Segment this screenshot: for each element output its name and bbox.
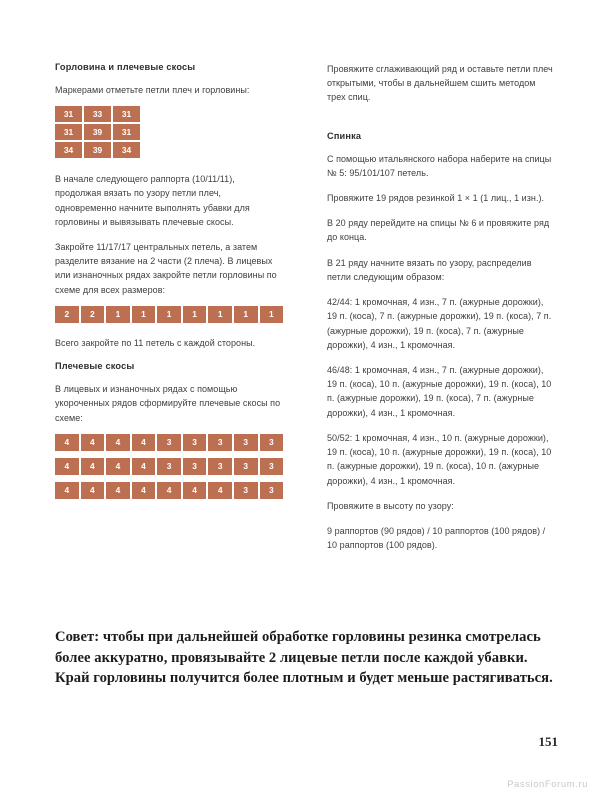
schema-cell: 39: [84, 142, 111, 158]
schema-cell: 1: [106, 306, 130, 323]
schema-cell: 3: [183, 458, 207, 475]
schema-row: [55, 482, 283, 499]
schema-cell: 3: [260, 458, 284, 475]
marker-schema-grid: [55, 106, 283, 158]
schema-cell: 1: [183, 306, 207, 323]
paragraph-repeat-start: В начале следующего раппорта (10/11/11), продолжая вязать по узору петли плеч, одновременно начните выполнять убавки для горловины и вывязывать плечевые скосы.: [55, 174, 250, 227]
schema-cell: 4: [81, 482, 105, 499]
paragraph-markers: Маркерами отметьте петли плеч и горловины:: [55, 84, 250, 95]
schema-cell: 4: [81, 458, 105, 475]
schema-cell: 4: [132, 458, 156, 475]
schema-cell: 4: [106, 482, 130, 499]
schema-cell: 3: [260, 434, 284, 451]
schema-row: [55, 142, 283, 158]
schema-cell: 3: [260, 482, 284, 499]
heading-back-piece: Спинка: [327, 130, 362, 141]
paragraph-ribbing-rows: Провяжите 19 рядов резинкой 1 × 1 (1 лиц., 1 изн.).: [327, 193, 545, 204]
paragraph-total-bind-off: Всего закройте по 11 петель с каждой стороны.: [55, 337, 256, 348]
paragraph-row-20: В 20 ряду перейдите на спицы № 6 и провяжите ряд до конца.: [327, 218, 550, 243]
schema-cell: 31: [55, 106, 82, 122]
heading-neckline-shoulder-slopes: Горловина и плечевые скосы: [55, 62, 196, 72]
schema-cell: 3: [157, 434, 181, 451]
schema-cell: 1: [260, 306, 284, 323]
schema-cell: 4: [132, 434, 156, 451]
schema-cell: 4: [55, 458, 79, 475]
schema-cell: 3: [157, 458, 181, 475]
schema-cell: 39: [84, 124, 111, 140]
paragraph-size-50-52: 50/52: 1 кромочная, 4 изн., 10 п. (ажурные дорожки), 19 п. (коса), 10 п. (ажурные дорожки), 19 п. (коса), 10 п. (ажурные дорожки), 19 п. (коса), 10 п. (ажурные дорожки), 4 изн., 1 кромочная.: [327, 432, 552, 486]
paragraph-bind-off-center: Закройте 11/17/17 центральных петель, а затем разделите вязание на 2 части (2 плеча). В лицевых или изнаночных рядах закройте петли горловины по схеме для всех размеров:: [55, 242, 277, 295]
schema-cell: 31: [113, 124, 140, 140]
schema-cell: 4: [106, 458, 130, 475]
page-number: 151: [538, 734, 558, 749]
paragraph-repeat-counts: 9 раппортов (90 рядов) / 10 раппортов (100 рядов) / 10 раппортов (100 рядов).: [327, 525, 546, 551]
schema-cell: 4: [81, 434, 105, 451]
paragraph-smoothing-row: Провяжите сглаживающий ряд и оставьте петли плеч открытыми, чтобы в дальнейшем сшить методом трех спиц.: [327, 64, 553, 103]
schema-cell: 3: [208, 434, 232, 451]
schema-row: [55, 106, 283, 122]
schema-cell: 1: [132, 306, 156, 323]
schema-cell: 3: [234, 482, 258, 499]
schema-cell: 34: [55, 142, 82, 158]
schema-cell: 4: [55, 434, 79, 451]
schema-cell: 4: [106, 434, 130, 451]
schema-cell: 2: [81, 306, 105, 323]
heading-shoulder-slopes: Плечевые скосы: [55, 361, 135, 372]
schema-cell: 3: [234, 434, 258, 451]
schema-cell: 3: [208, 458, 232, 475]
schema-cell: 4: [132, 482, 156, 499]
schema-cell: 1: [157, 306, 181, 323]
schema-cell: 4: [55, 482, 79, 499]
schema-cell: 3: [234, 458, 258, 475]
schema-cell: 3: [183, 434, 207, 451]
paragraph-short-rows: В лицевых и изнаночных рядах с помощью укороченных рядов сформируйте плечевые скосы по схеме:: [55, 384, 281, 423]
tip-callout: Совет: чтобы при дальнейшей обработке горловины резинка смотрелась более аккуратно, провязывайте 2 лицевые петли после каждой убавки. Край горловины получится более плотным и будет меньше растягиваться.: [55, 629, 553, 687]
schema-row: [55, 124, 283, 140]
neckline-schema-grid: [55, 306, 283, 323]
left-column: [55, 62, 283, 552]
schema-cell: 1: [208, 306, 232, 323]
schema-cell: 31: [55, 124, 82, 140]
paragraph-row-21: В 21 ряду начните вязать по узору, распределив петли следующим образом:: [327, 257, 532, 282]
schema-row: [55, 306, 283, 323]
schema-cell: 33: [84, 106, 111, 122]
schema-cell: 2: [55, 306, 79, 323]
shoulder-schema-grid: [55, 434, 283, 499]
paragraph-size-42-44: 42/44: 1 кромочная, 4 изн., 7 п. (ажурные дорожки), 19 п. (коса), 7 п. (ажурные дорожки), 19 п. (коса), 7 п. (ажурные дорожки), 19 п. (коса), 7 п. (ажурные дорожки), 4 изн., 1 кромочная.: [327, 297, 552, 350]
schema-cell: 4: [157, 482, 181, 499]
schema-row: [55, 434, 283, 451]
paragraph-size-46-48: 46/48: 1 кромочная, 4 изн., 7 п. (ажурные дорожки), 19 п. (коса), 10 п. (ажурные дорожки), 19 п. (коса), 10 п. (ажурные дорожки), 19 п. (коса), 7 п. (ажурные дорожки), 4 изн., 1 кромочная.: [327, 365, 552, 418]
two-column-layout: [55, 62, 555, 552]
paragraph-knit-height: Провяжите в высоту по узору:: [327, 500, 454, 511]
schema-cell: 1: [234, 306, 258, 323]
paragraph-cast-on: С помощью итальянского набора наберите на спицы № 5: 95/101/107 петель.: [327, 153, 552, 178]
schema-cell: 4: [183, 482, 207, 499]
schema-cell: 4: [208, 482, 232, 499]
schema-cell: 34: [113, 142, 140, 158]
right-column: [327, 62, 555, 552]
schema-row: [55, 458, 283, 475]
schema-cell: 31: [113, 106, 140, 122]
watermark: PassionForum.ru: [507, 779, 588, 790]
